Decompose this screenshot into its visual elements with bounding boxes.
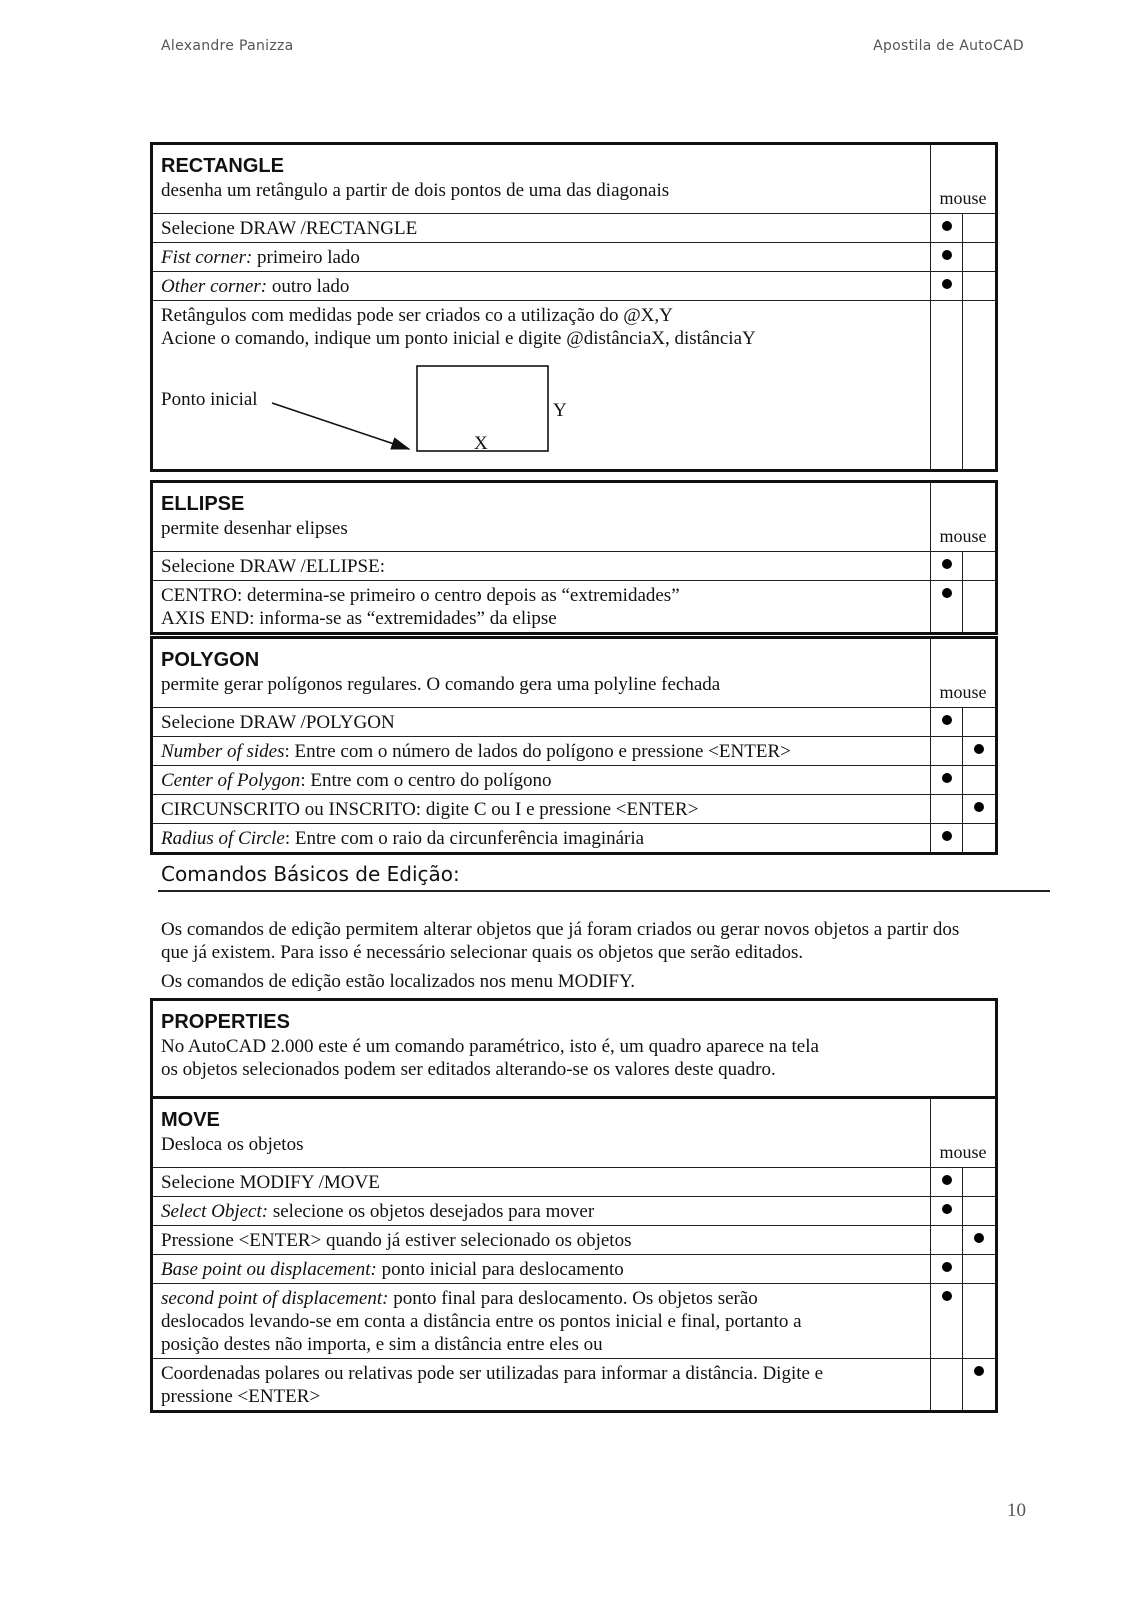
header-author: Alexandre Panizza: [161, 38, 294, 54]
ellipse-title: ELLIPSE: [161, 493, 245, 515]
mouse-cell: [931, 243, 963, 272]
row-text: [152, 243, 931, 272]
paragraph-line: que já existem. Para isso é necessário selecionar quais os objetos que serão editados.: [161, 942, 804, 963]
keyboard-cell: [963, 552, 997, 581]
keyboard-cell: [963, 243, 997, 272]
move-second-line1: [161, 1287, 922, 1310]
properties-line1: No AutoCAD 2.000 este é um comando paramétrico, isto é, um quadro aparece na tela: [161, 1036, 819, 1057]
row-italic: Fist corner:: [161, 247, 253, 268]
row-text: [152, 272, 931, 301]
row-text: [152, 737, 931, 766]
table-row: [152, 581, 997, 634]
keyboard-cell: [963, 272, 997, 301]
table-row: [152, 552, 997, 581]
move-second-line3: posição destes não importa, e sim a distância entre eles ou: [161, 1334, 603, 1355]
row-italic: Center of Polygon: [161, 770, 301, 791]
mouse-cell: [931, 708, 963, 737]
mouse-cell: [931, 552, 963, 581]
mouse-cell: [931, 1284, 963, 1359]
keyboard-cell: [963, 708, 997, 737]
table-row: [152, 766, 997, 795]
row-rest: ponto inicial para deslocamento: [376, 1259, 624, 1280]
row-text: Selecione DRAW /RECTANGLE: [152, 214, 931, 243]
table-row: [152, 1284, 997, 1359]
section-divider: [158, 890, 1050, 892]
move-description: Desloca os objetos: [161, 1134, 304, 1155]
table-row: [152, 1359, 997, 1412]
bullet-icon: [942, 588, 952, 598]
row-text: CIRCUNSCRITO ou INSCRITO: digite C ou I e pressione <ENTER>: [152, 795, 931, 824]
rectangle-title: RECTANGLE: [161, 155, 284, 177]
keyboard-cell: [963, 301, 997, 471]
bullet-icon: [974, 1366, 984, 1376]
mouse-cell: [931, 766, 963, 795]
bullet-icon: [942, 1291, 952, 1301]
page-number: 10: [1007, 1500, 1026, 1521]
table-row: [152, 708, 997, 737]
row-italic: Number of sides: [161, 741, 285, 762]
keyboard-cell: [963, 824, 997, 854]
paragraph-line: Os comandos de edição permitem alterar objetos que já foram criados ou gerar novos objetos a partir dos: [161, 919, 960, 940]
row-italic: second point of displacement:: [161, 1288, 389, 1309]
mouse-cell: [931, 1168, 963, 1197]
properties-cell: [152, 1000, 997, 1098]
table-row: [152, 795, 997, 824]
bullet-icon: [942, 773, 952, 783]
polygon-table: [150, 636, 998, 855]
mouse-cell: [931, 581, 963, 634]
table-row: [152, 1255, 997, 1284]
ellipse-center-line: CENTRO: determina-se primeiro o centro depois as “extremidades”: [161, 585, 680, 606]
section-title: Comandos Básicos de Edição:: [161, 862, 460, 886]
table-row: [152, 1197, 997, 1226]
bullet-icon: [942, 715, 952, 725]
move-polar-line1: Coordenadas polares ou relativas pode ser utilizadas para informar a distância. Digite e: [161, 1363, 824, 1384]
row-text: Selecione MODIFY /MOVE: [152, 1168, 931, 1197]
keyboard-cell: [963, 1226, 997, 1255]
row-rest: outro lado: [267, 276, 350, 297]
table-row: [152, 272, 997, 301]
mouse-cell: [931, 1197, 963, 1226]
polygon-title: POLYGON: [161, 649, 260, 671]
table-row: [152, 1168, 997, 1197]
mouse-column-label: mouse: [931, 638, 997, 708]
row-rest: : Entre com o raio da circunferência imaginária: [284, 828, 645, 849]
polygon-description: permite gerar polígonos regulares. O comando gera uma polyline fechada: [161, 674, 721, 695]
move-polar-line2: pressione <ENTER>: [161, 1386, 321, 1407]
row-text: [152, 824, 931, 854]
mouse-cell: [931, 1359, 963, 1412]
polygon-heading-cell: [152, 638, 931, 708]
rectangle-note-line1: Retângulos com medidas pode ser criados co a utilização do @X,Y: [161, 305, 673, 326]
row-rest: : Entre com o número de lados do polígono e pressione <ENTER>: [284, 741, 791, 762]
row-text: [152, 1255, 931, 1284]
mouse-cell: [931, 737, 963, 766]
bullet-icon: [942, 1204, 952, 1214]
mouse-cell: [931, 824, 963, 854]
mouse-cell: [931, 301, 963, 471]
row-text: [152, 1197, 931, 1226]
mouse-cell: [931, 214, 963, 243]
rectangle-heading-cell: [152, 144, 931, 214]
row-italic: Select Object:: [161, 1201, 269, 1222]
bullet-icon: [942, 1175, 952, 1185]
row-text: [152, 581, 931, 634]
mouse-cell: [931, 1255, 963, 1284]
keyboard-cell: [963, 214, 997, 243]
row-italic: Base point ou displacement:: [161, 1259, 377, 1280]
row-rest: ponto final para deslocamento. Os objetos serão: [388, 1288, 758, 1309]
table-row: [152, 243, 997, 272]
properties-table: [150, 998, 998, 1099]
bullet-icon: [942, 279, 952, 289]
keyboard-cell: [963, 766, 997, 795]
bullet-icon: [942, 831, 952, 841]
table-row: [152, 737, 997, 766]
mouse-column-label: mouse: [931, 144, 997, 214]
row-text: [152, 1284, 931, 1359]
keyboard-cell: [963, 1359, 997, 1412]
row-text: Pressione <ENTER> quando já estiver selecionado os objetos: [152, 1226, 931, 1255]
mouse-column-label: mouse: [931, 1098, 997, 1168]
row-text: [152, 766, 931, 795]
keyboard-cell: [963, 795, 997, 824]
table-row: [152, 214, 997, 243]
rectangle-note-line2: Acione o comando, indique um ponto inicial e digite @distânciaX, distânciaY: [161, 328, 756, 349]
row-text: Selecione DRAW /POLYGON: [152, 708, 931, 737]
row-rest: selecione os objetos desejados para mover: [268, 1201, 595, 1222]
mouse-cell: [931, 795, 963, 824]
section-paragraph-1: [161, 918, 1051, 964]
row-rest: primeiro lado: [252, 247, 360, 268]
properties-title: PROPERTIES: [161, 1011, 290, 1033]
keyboard-cell: [963, 1168, 997, 1197]
keyboard-cell: [963, 737, 997, 766]
ellipse-axis-line: AXIS END: informa-se as “extremidades” da elipse: [161, 608, 557, 629]
keyboard-cell: [963, 1284, 997, 1359]
keyboard-cell: [963, 1197, 997, 1226]
mouse-column-label: mouse: [931, 482, 997, 552]
move-table: [150, 1096, 998, 1413]
figure-start-label: Ponto inicial: [161, 389, 258, 410]
row-text: Selecione DRAW /ELLIPSE:: [152, 552, 931, 581]
bullet-icon: [974, 802, 984, 812]
rectangle-description: desenha um retângulo a partir de dois pontos de uma das diagonais: [161, 180, 670, 201]
ellipse-description: permite desenhar elipses: [161, 518, 348, 539]
figure-y-label: Y: [553, 400, 567, 421]
move-second-line2: deslocados levando-se em conta a distância entre os pontos inicial e final, portanto a: [161, 1311, 802, 1332]
bullet-icon: [942, 221, 952, 231]
section-paragraph-2: Os comandos de edição estão localizados nos menu MODIFY.: [161, 971, 636, 992]
properties-line2: os objetos selecionados podem ser editados alterando-se os valores deste quadro.: [161, 1059, 776, 1080]
keyboard-cell: [963, 581, 997, 634]
bullet-icon: [942, 559, 952, 569]
table-row: [152, 1226, 997, 1255]
row-rest: : Entre com o centro do polígono: [300, 770, 552, 791]
bullet-icon: [942, 250, 952, 260]
arrow-icon: [272, 403, 409, 449]
row-italic: Other corner:: [161, 276, 268, 297]
bullet-icon: [974, 1233, 984, 1243]
header-doc-title: Apostila de AutoCAD: [873, 38, 1024, 54]
row-text: [152, 1359, 931, 1412]
move-heading-cell: [152, 1098, 931, 1168]
ellipse-table: [150, 480, 998, 635]
figure-x-label: X: [474, 433, 488, 454]
move-title: MOVE: [161, 1109, 220, 1131]
mouse-cell: [931, 1226, 963, 1255]
table-row: [152, 824, 997, 854]
ellipse-heading-cell: [152, 482, 931, 552]
mouse-cell: [931, 272, 963, 301]
bullet-icon: [942, 1262, 952, 1272]
keyboard-cell: [963, 1255, 997, 1284]
row-italic: Radius of Circle: [161, 828, 285, 849]
bullet-icon: [974, 744, 984, 754]
rectangle-diagram: [150, 360, 610, 470]
